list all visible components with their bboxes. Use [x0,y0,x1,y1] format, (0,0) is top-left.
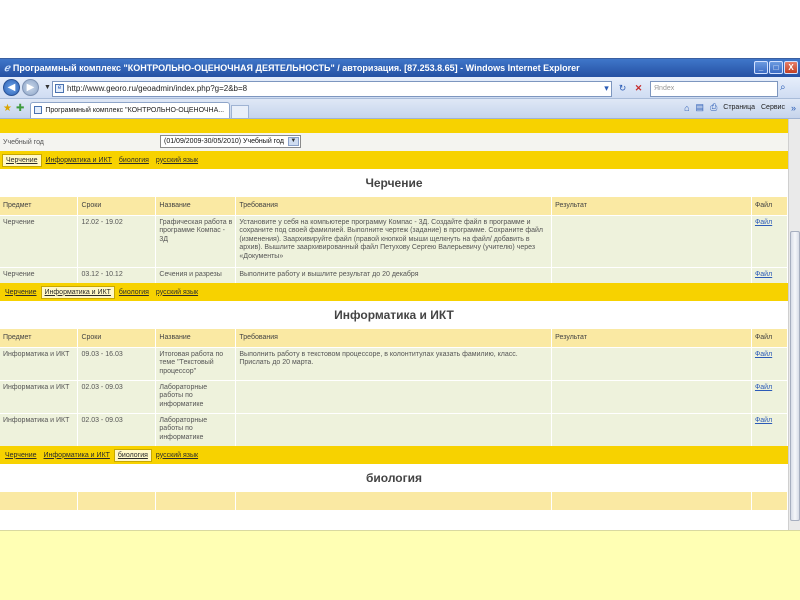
new-tab-button[interactable] [231,105,249,118]
file-link[interactable]: Файл [754,218,773,226]
cell-requirements [236,413,552,446]
overflow-icon[interactable]: » [790,102,796,113]
column-header: Результат [552,197,752,215]
tab-biologiya[interactable]: биология [118,288,149,296]
url-text: http://www.georo.ru/geoadmin/index.php?g=2&b=8 [67,84,248,93]
scrollbar-thumb[interactable] [790,231,800,521]
year-row [0,133,788,151]
address-actions [600,82,645,95]
cell-result [552,215,752,267]
favorites-star-icon[interactable]: ★ [3,103,12,114]
cell-result [552,380,752,413]
table-row [0,267,788,283]
vertical-scrollbar[interactable] [788,119,800,530]
column-header [552,492,752,510]
tab-russkiy[interactable]: русский язык [155,156,199,164]
table-row [0,380,788,413]
window-controls [754,61,798,74]
home-icon[interactable]: ⌂ [684,102,690,113]
tab-biologiya[interactable]: биология [118,156,149,164]
year-select[interactable] [160,135,301,148]
cell-result [552,413,752,446]
refresh-icon[interactable]: ↻ [618,83,627,93]
cell-dates: 09.03 - 16.03 [78,347,156,380]
table-row [0,347,788,380]
search-placeholder: Яndex [654,85,675,92]
slide-top-area [0,0,800,58]
tab-cherchenie[interactable]: Черчение [5,288,37,296]
subject-tabs [0,446,788,464]
cell-file [751,347,787,380]
file-link[interactable]: Файл [754,383,773,391]
chevron-down-icon[interactable]: ▼ [288,137,299,146]
print-icon[interactable]: ⎙ [710,102,718,112]
tab-bar [0,99,800,119]
column-header: Сроки [78,197,156,215]
cell-requirements [236,380,552,413]
search-icon[interactable]: ⌕ [780,82,786,93]
tab-informatika[interactable]: Информатика и ИКТ [41,286,115,299]
column-header [156,492,236,510]
file-link[interactable]: Файл [754,270,773,278]
section-title: Черчение [0,169,788,197]
column-header: Предмет [0,329,78,347]
tab-cherchenie[interactable]: Черчение [5,451,37,459]
cell-file [751,380,787,413]
window-title: Программный комплекс "КОНТРОЛЬНО-ОЦЕНОЧНАЯ ДЕЯТЕЛЬНОСТЬ" / авторизация. [87.253.8.65] - Windows Internet Explorer [12,63,580,73]
year-value: (01/09/2009-30/05/2010) Учебный год [164,138,284,145]
cell-result [552,267,752,283]
cell-name: Лабораторные работы по информатике [156,380,236,413]
cell-file [751,215,787,267]
tab-cherchenie[interactable]: Черчение [2,154,42,167]
cell-requirements: Выполните работу и вышлите результат до 20 декабря [236,267,552,283]
back-button[interactable]: ◀ [3,79,20,96]
page-content [0,119,788,530]
cell-subject: Информатика и ИКТ [0,347,78,380]
tab-informatika[interactable]: Информатика и ИКТ [43,451,110,459]
column-header: Требования [236,197,552,215]
minimize-button[interactable]: _ [754,61,768,74]
subject-tabs [0,283,788,301]
assignments-table [0,197,788,283]
column-header: Файл [751,329,787,347]
tab-russkiy[interactable]: русский язык [155,288,199,296]
table-row [0,413,788,446]
ie-logo-icon: ℯ [4,62,10,74]
cell-name: Лабораторные работы по информатике [156,413,236,446]
page-icon: e [55,84,64,93]
cell-file [751,413,787,446]
column-header: Файл [751,197,787,215]
cell-requirements: Установите у себя на компьютере программу Компас - 3Д. Создайте файл в программе и сохраните под своей фамилией. Выполните чертеж (задание) в программе. Сохраните файл (изменения). Заархивируйте файл (правой кнопкой мыши щелкнуть на файл/ добавить в архив). Вышлите заархивированный файл Петухову Сергею Валерьевичу (учителю) через «Документы» [236,215,552,267]
column-header: Название [156,197,236,215]
year-label: Учебный год [3,138,44,146]
table-row [0,215,788,267]
cell-dates: 02.03 - 09.03 [78,380,156,413]
top-accent-strip [0,119,788,133]
browser-tab[interactable] [30,102,230,118]
browser-window [0,58,800,530]
cell-subject: Черчение [0,215,78,267]
table-header-row [0,197,788,215]
cell-dates: 02.03 - 09.03 [78,413,156,446]
column-header [0,492,78,510]
section-title: Информатика и ИКТ [0,301,788,329]
section-title: биология [0,464,788,492]
command-bar [684,102,796,113]
tab-informatika[interactable]: Информатика и ИКТ [45,156,112,164]
column-header: Название [156,329,236,347]
tab-page-icon [34,106,42,114]
cell-file [751,267,787,283]
cell-subject: Черчение [0,267,78,283]
tab-russkiy[interactable]: русский язык [155,451,199,459]
column-header [751,492,787,510]
column-header [78,492,156,510]
table-header-row [0,492,788,510]
slide-bottom-area [0,530,800,600]
tab-biologiya[interactable]: биология [114,449,152,462]
history-dropdown-icon[interactable]: ▼ [44,84,51,91]
add-favorites-icon[interactable]: ✚ [15,103,25,114]
cell-name: Итоговая работа по теме "Текстовый процессор" [156,347,236,380]
search-input[interactable] [650,81,778,97]
cell-dates: 12.02 - 19.02 [78,215,156,267]
column-header: Предмет [0,197,78,215]
subject-tabs [0,151,788,169]
tab-title: Программный комплекс "КОНТРОЛЬНО-ОЦЕНОЧНА... [45,107,225,114]
page-menu[interactable]: Страница [723,104,755,111]
cell-subject: Информатика и ИКТ [0,413,78,446]
column-header [236,492,552,510]
close-button[interactable]: X [784,61,798,74]
file-link[interactable]: Файл [754,350,773,358]
url-input[interactable] [52,81,612,97]
column-header: Сроки [78,329,156,347]
cell-name: Сечения и разрезы [156,267,236,283]
cell-subject: Информатика и ИКТ [0,380,78,413]
title-bar [0,59,800,77]
maximize-button[interactable]: □ [769,61,783,74]
stop-icon[interactable]: ✕ [634,83,643,93]
assignments-table [0,329,788,446]
column-header: Требования [236,329,552,347]
cell-requirements: Выполнить работу в текстовом процессоре, в колонтитулах указать фамилию, класс. Прислать до 20 марта. [236,347,552,380]
cell-dates: 03.12 - 10.12 [78,267,156,283]
service-menu[interactable]: Сервис [761,104,785,111]
forward-button[interactable]: ▶ [22,79,39,96]
address-dropdown-icon[interactable]: ▾ [604,83,609,93]
cell-name: Графическая работа в программе Компас - 3Д [156,215,236,267]
file-link[interactable]: Файл [754,416,773,424]
feeds-icon[interactable]: ▤ [695,102,705,112]
cell-result [552,347,752,380]
table-header-row [0,329,788,347]
assignments-table [0,492,788,510]
column-header: Результат [552,329,752,347]
